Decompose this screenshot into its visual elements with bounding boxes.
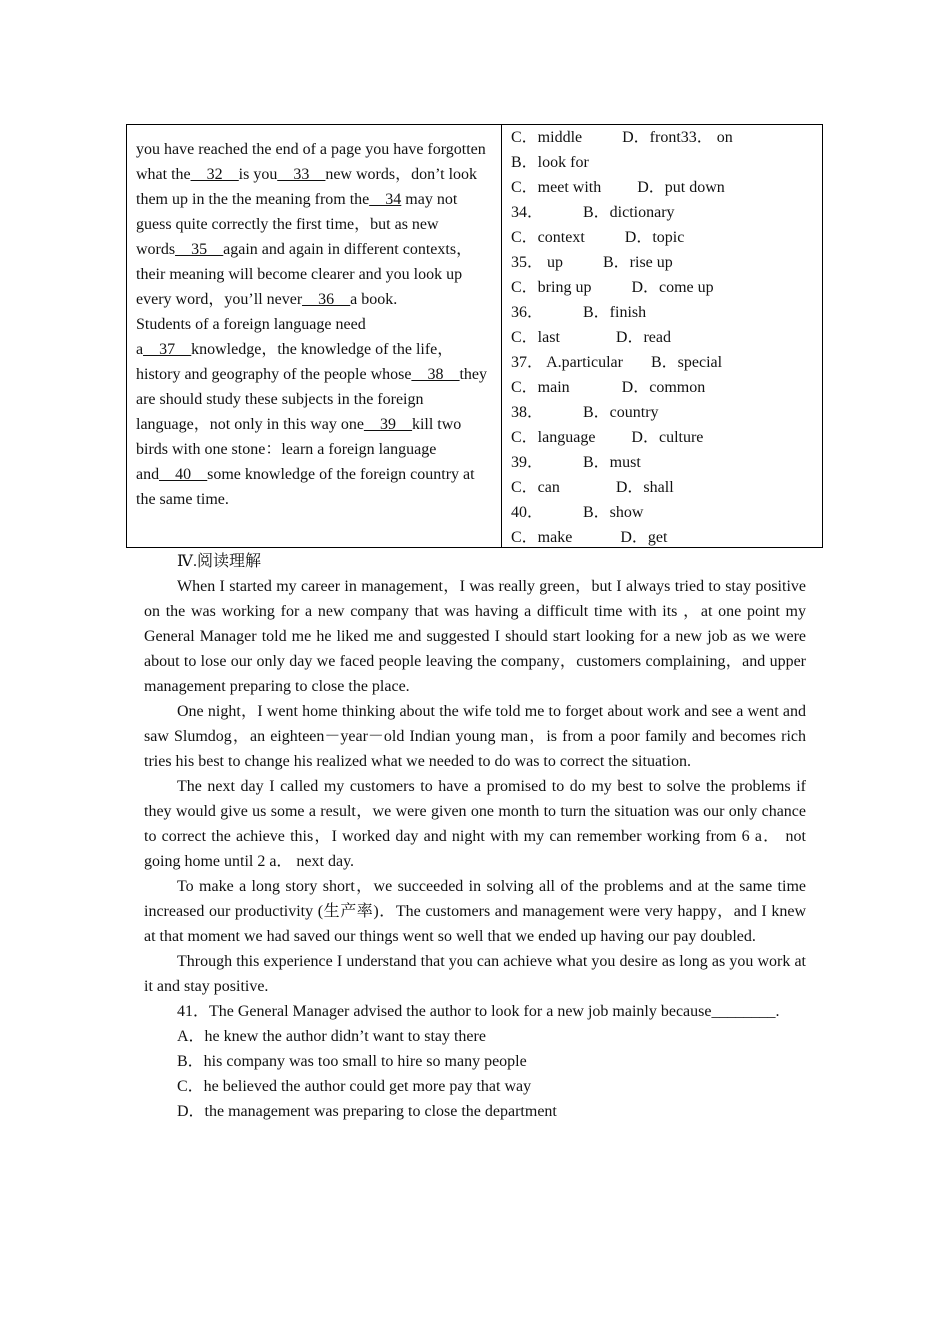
option-line: C．language D．culture — [511, 429, 704, 446]
option-line: C．make D．get — [511, 529, 668, 546]
passage-text: may not guess quite correctly the first time，but as new words — [136, 191, 458, 258]
passage-text: knowledge，the knowledge of the life，history and geography of the people whose — [136, 341, 454, 383]
answer-option-a[interactable]: A．he knew the author didn’t want to stay there — [177, 1028, 486, 1045]
reading-paragraph: Through this experience I understand that you can achieve what you desire as long as you work at it and stay positive. — [144, 953, 806, 995]
blank-36: __36__ — [302, 291, 351, 308]
option-line: C．bring up D．come up — [511, 279, 714, 296]
blank-35: __35__ — [175, 241, 224, 258]
option-line: 38． B．country — [511, 404, 659, 421]
reading-paragraph: When I started my career in management，I was really green，but I always tried to stay positive on the was working for a new company that was having a difficult time with its ，at one point my General Manager told me he liked me and suggested I should start looking for a new job as we were about to lose our only day we faced people leaving the company，customers complaining，and upper management preparing to close the place. — [144, 578, 807, 695]
option-line: C．main D．common — [511, 379, 706, 396]
option-line: B．look for — [511, 154, 589, 171]
question-stem: 41．The General Manager advised the author to look for a new job mainly because________. — [177, 1003, 780, 1020]
reading-section — [144, 549, 806, 1124]
cloze-paragraph-1 — [136, 137, 493, 312]
reading-paragraph: To make a long story short，we succeeded in solving all of the problems and at the same time increased our productivity (生产率)．The customers and management were very happy，and I knew at that moment we had saved our things went so well that we ended up having our pay doubled. — [144, 878, 806, 945]
cloze-table — [126, 124, 823, 548]
passage-text: some knowledge of the foreign country at the same time. — [136, 466, 475, 508]
section-title: Ⅳ.阅读理解 — [177, 553, 261, 570]
option-line: 39． B．must — [511, 454, 641, 471]
passage-text: a book. — [350, 291, 398, 308]
passage-text: is you — [238, 166, 278, 183]
option-line: 36． B．finish — [511, 304, 647, 321]
blank-32: __32__ — [190, 166, 239, 183]
cloze-paragraph-2 — [136, 312, 493, 512]
cloze-passage — [127, 125, 502, 547]
reading-paragraph: The next day I called my customers to have a promised to do my best to solve the problems if they would give us some a result，we were given one month to turn the situation was our only chance to correct the achieve this，I worked day and night with my can remember working from 6 a． not going home until 2 a． next day. — [144, 778, 806, 870]
passage-text: kill two birds with one stone：learn a foreign language and — [136, 416, 462, 483]
reading-paragraph: One night，I went home thinking about the wife told me to forget about work and see a went and saw Slumdog，an eighteen－year－old Indian young man，is from a poor family and becomes rich tries his best to change his realized what we needed to do was to correct the situation. — [144, 703, 806, 770]
passage-text: they are should study these subjects in the foreign language，not only in this way one — [136, 366, 488, 433]
option-line: C．can D．shall — [511, 479, 674, 496]
blank-33: __33__ — [277, 166, 326, 183]
blank-38: __38__ — [411, 366, 460, 383]
option-line: C．last D．read — [511, 329, 671, 346]
passage-text: you have reached the end of a page you have forgotten what the — [136, 141, 486, 183]
cloze-options — [502, 125, 822, 547]
option-line: C．meet with D．put down — [511, 179, 725, 196]
answer-option-c[interactable]: C．he believed the author could get more pay that way — [177, 1078, 532, 1095]
option-line: C．context D．topic — [511, 229, 685, 246]
option-line: 34． B．dictionary — [511, 204, 675, 221]
blank-39: __39__ — [363, 416, 412, 433]
option-line: C．middle D．front33． on — [511, 129, 733, 146]
blank-37: __37__ — [143, 341, 192, 358]
option-line: 35． up B．rise up — [511, 254, 673, 271]
answer-option-d[interactable]: D．the management was preparing to close the department — [177, 1103, 557, 1120]
passage-text: new words，don’t look them up in the the meaning from the — [136, 166, 478, 208]
blank-40: __40__ — [159, 466, 208, 483]
blank-34: __34 — [369, 191, 402, 208]
passage-text: again and again in different contexts，their meaning will become clearer and you look up every word，you’ll never — [136, 241, 473, 308]
option-line: 40． B．show — [511, 504, 644, 521]
answer-option-b[interactable]: B．his company was too small to hire so many people — [177, 1053, 527, 1070]
passage-text: Students of a foreign language need a — [136, 316, 366, 358]
option-line: 37． A.particular B．special — [511, 354, 723, 371]
